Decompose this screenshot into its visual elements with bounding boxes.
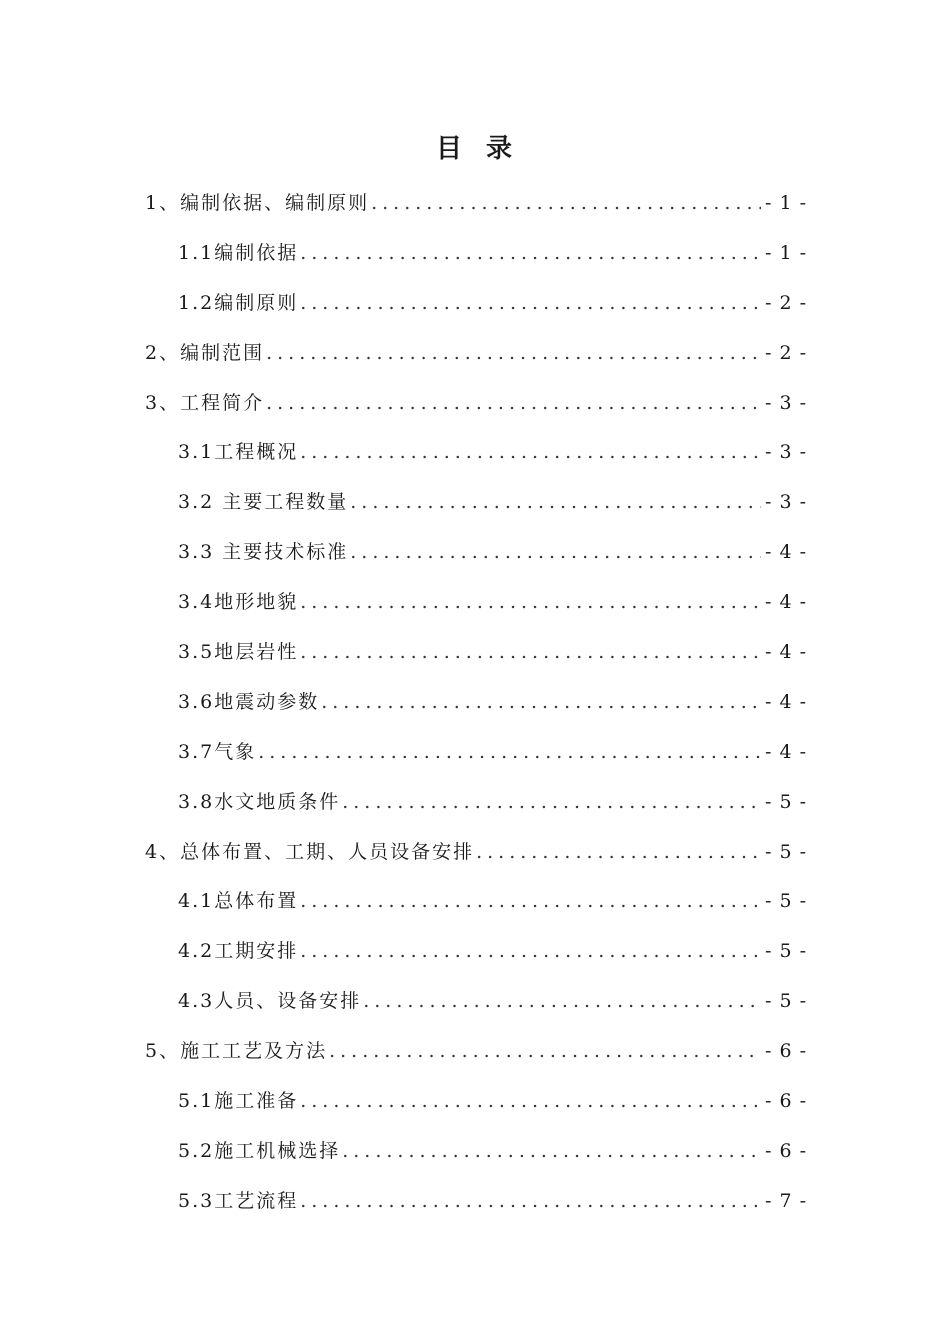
toc-page-number: - 5 - [764,790,807,813]
toc-entry[interactable] [178,1086,807,1136]
toc-dot-leader [258,741,761,763]
toc-page-number: - 1 - [764,241,807,264]
toc-entry-text: 3.7气象 [178,740,257,763]
toc-entry[interactable] [178,238,807,288]
toc-entry[interactable] [178,437,807,487]
toc-entry-text: 3.5地层岩性 [178,641,299,664]
toc-dot-leader [300,242,761,264]
toc-entry[interactable] [178,886,807,936]
toc-page-number: - 7 - [764,1189,807,1212]
toc-dot-leader [300,940,761,962]
toc-entry-text: 5.3工艺流程 [178,1189,299,1212]
toc-entry[interactable] [145,338,807,388]
toc-entry[interactable] [178,936,807,986]
toc-page-number: - 4 - [764,591,807,614]
toc-entry[interactable] [178,637,807,687]
toc-dot-leader [300,1190,761,1212]
toc-entry[interactable] [178,687,807,737]
toc-page-number: - 4 - [764,740,807,763]
toc-entry-text: 5.1施工准备 [178,1090,299,1113]
toc-dot-leader [300,591,761,613]
toc-entry[interactable] [178,986,807,1036]
toc-dot-leader [300,292,761,314]
toc-page-number: - 1 - [764,192,807,214]
toc-entry[interactable] [178,288,807,338]
toc-dot-leader [342,1140,761,1162]
toc-entry-text: 3.1工程概况 [178,441,299,464]
toc-entry[interactable] [145,1036,807,1086]
toc-entry[interactable] [178,487,807,537]
toc-page-number: - 4 - [764,541,807,564]
toc-entry-text: 3.3 主要技术标准 [178,541,349,564]
toc-dot-leader [300,1090,761,1112]
toc-dot-leader [266,392,761,414]
toc-dot-leader [329,1040,761,1062]
toc-entry-text: 4.3人员、设备安排 [178,990,362,1013]
toc-dot-leader [476,841,761,863]
toc-entry-text: 3.4地形地貌 [178,591,299,614]
toc-page-number: - 6 - [764,1040,807,1063]
toc-entry-text: 3.2 主要工程数量 [178,491,349,514]
toc-dot-leader [371,192,761,214]
toc-page-number: - 5 - [764,840,807,863]
toc-entry[interactable] [178,587,807,637]
toc-page-number: - 2 - [764,341,807,364]
toc-page-number: - 3 - [764,491,807,514]
toc-page-number: - 4 - [764,641,807,664]
toc-entry-text: 4.1总体布置 [178,890,299,913]
toc-entry-text: 3、工程简介 [145,391,265,414]
toc-page-number: - 2 - [764,291,807,314]
toc-entry-text: 4.2工期安排 [178,940,299,963]
toc-page-number: - 5 - [764,940,807,963]
toc-dot-leader [350,541,761,563]
toc-entry-text: 3.6地震动参数 [178,690,320,713]
toc-page-number: - 3 - [764,441,807,464]
toc-entry[interactable] [145,188,807,238]
toc-entry-text: 1.2编制原则 [178,291,299,314]
toc-entry[interactable] [178,737,807,787]
toc-entry-text: 5.2施工机械选择 [178,1139,341,1162]
toc-entry-text: 2、编制范围 [145,341,265,364]
toc-dot-leader [350,491,761,513]
toc-page-number: - 5 - [764,990,807,1013]
toc-entry-text: 3.8水文地质条件 [178,790,341,813]
toc-title: 目 录 [435,134,515,164]
toc-dot-leader [300,441,761,463]
toc-dot-leader [300,890,761,912]
toc-list [0,188,950,1236]
toc-entry[interactable] [178,1186,807,1236]
toc-entry[interactable] [178,787,807,837]
toc-entry-text: 1.1编制依据 [178,241,299,264]
toc-page-number: - 3 - [764,391,807,414]
toc-page-number: - 5 - [764,890,807,913]
toc-entry[interactable] [178,1136,807,1186]
toc-entry[interactable] [145,388,807,438]
toc-dot-leader [300,641,761,663]
toc-entry-text: 1、编制依据、编制原则 [145,192,370,214]
toc-dot-leader [342,791,761,813]
toc-entry-text: 5、施工工艺及方法 [145,1040,328,1063]
toc-page-number: - 6 - [764,1090,807,1113]
toc-entry-text: 4、总体布置、工期、人员设备安排 [145,840,475,863]
toc-entry[interactable] [145,837,807,887]
toc-entry[interactable] [178,537,807,587]
toc-page-number: - 4 - [764,690,807,713]
toc-dot-leader [363,990,761,1012]
toc-page-number: - 6 - [764,1139,807,1162]
toc-dot-leader [321,691,761,713]
toc-dot-leader [266,342,761,364]
